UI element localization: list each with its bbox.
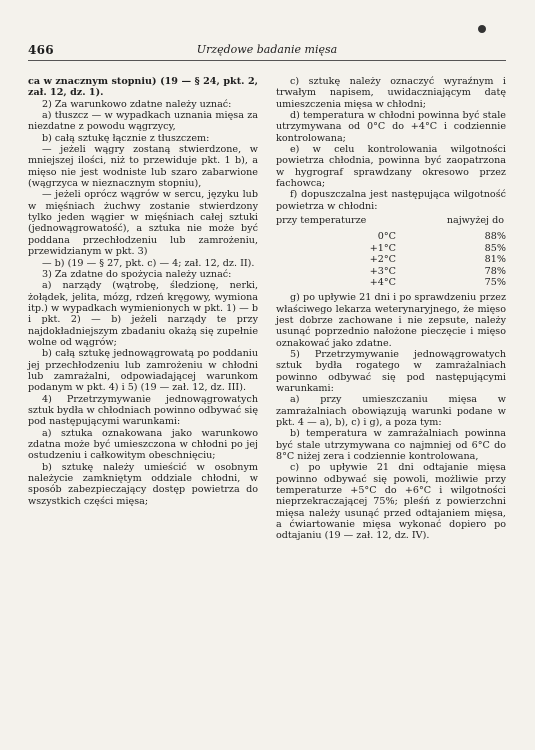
paragraph: — jeżeli wągry zostaną stwierdzone, w mniejszej ilości, niż to przewiduje pkt. 1 b), a mięso nie jest wodniste lub szaro zabarwione (wągrzyca w nieznacznym stopniu),: [28, 144, 258, 190]
page-number: 466: [28, 43, 54, 57]
paragraph: c) sztukę należy oznaczyć wyraźnym i trwałym napisem, uwidaczniającym datę umieszczenia mięsa w chłodni;: [276, 76, 506, 110]
paragraph: f) dopuszczalna jest następująca wilgotność powietrza w chłodni:: [276, 189, 506, 212]
right-column-bottom: [276, 292, 506, 542]
col-max-header: najwyżej do: [446, 215, 504, 227]
paragraph: b) całą sztukę jednowągrowatą po poddaniu jej przechłodzeniu lub zamrożeniu w chłodni lub zamrażalni, odpowiadającej warunkom podanym w pkt. 4) i 5) (19 — zał. 12, dz. III).: [28, 348, 258, 394]
temperature-cell: +1°C: [369, 242, 396, 254]
paragraph: 4) Przetrzymywanie jednowągrowatych sztuk bydła w chłodniach powinno odbywać się pod następującymi warunkami:: [28, 393, 258, 428]
paragraph: c) po upływie 21 dni odtajanie mięsa powinno odbywać się powoli, możliwie przy temperaturze +5°C do +6°C i wilgotności nieprzekraczającej 75%; pleśń z powierzchni mięsa należy usunąć przed odtajaniem mięsa, a ćwiartowanie mięsa wykonać dopiero po odtajaniu (19 — zał. 12, dz. IV).: [276, 462, 506, 542]
max-humidity-cell: 75%: [484, 276, 506, 288]
temperature-cell: +4°C: [369, 276, 396, 288]
paragraph: e) w celu kontrolowania wilgotności powietrza chłodnia, powinna być zaopatrzona w hygrograf sprawdzany okresowo przez fachowca;: [276, 144, 506, 190]
paragraph: ca w znacznym stopniu) (19 — § 24, pkt. 2, zał. 12, dz. 1).: [28, 76, 258, 99]
humidity-table-rows: [276, 231, 506, 288]
col-temperature-header: przy temperaturze: [276, 215, 367, 227]
paragraph: — jeżeli oprócz wągrów w sercu, języku lub w mięśniach żuchwy zostanie stwierdzony tylko jeden wągier w mięśniach całej sztuki (jednowągrowatość), a sztuka nie może być poddana przechłodzeniu lub zamrożeniu, przewidzianym w pkt. 3): [28, 189, 258, 258]
temperature-cell: +2°C: [369, 254, 396, 266]
humidity-table-header: [276, 215, 506, 226]
max-humidity-cell: 88%: [484, 231, 506, 243]
paragraph: a) tłuszcz — w wypadkach uznania mięsa za niezdatne z powodu wągrzycy,: [28, 110, 258, 133]
humidity-row: [276, 277, 506, 288]
running-title: Urzędowe badanie mięsa: [196, 43, 338, 56]
right-column-top: [276, 76, 506, 212]
paragraph: b) sztukę należy umieścić w osobnym należycie zamkniętym oddziale chłodni, w sposób zabezpieczający dostęp powietrza do wszystkich części mięsa;: [28, 461, 258, 507]
paragraph: a) sztuka oznakowana jako warunkowo zdatna może być umieszczona w chłodni po jej ostudzeniu i całkowitym obeschnięciu;: [28, 427, 258, 462]
humidity-row: [276, 254, 506, 265]
temperature-cell: +3°C: [369, 265, 396, 277]
humidity-row: [276, 266, 506, 277]
temperature-cell: 0°C: [377, 231, 396, 243]
paragraph: b) całą sztukę łącznie z tłuszczem:: [42, 132, 210, 144]
paragraph: d) temperatura w chłodni powinna być stale utrzymywana od 0°C do +4°C i codziennie kontrolowana;: [276, 110, 506, 144]
paragraph: 5) Przetrzymywanie jednowągrowatych sztuk bydła rogatego w zamrażalniach powinno odbywać się pod następującymi warunkami:: [276, 348, 506, 394]
humidity-table: [276, 215, 506, 288]
paragraph: g) po upływie 21 dni i po sprawdzeniu przez właściwego lekarza weterynaryjnego, że mięso jest dobrze zachowane i nie zepsute, należy usunąć poprzednio nałożone pieczęcie i mięso oznakować jako zdatne.: [276, 292, 506, 349]
paragraph: — b) (19 — § 27, pkt. c) — 4; zał. 12, dz. II).: [42, 257, 255, 269]
max-humidity-cell: 85%: [484, 242, 506, 254]
paragraph: 2) Za warunkowo zdatne należy uznać:: [42, 98, 232, 110]
max-humidity-cell: 78%: [484, 265, 506, 277]
max-humidity-cell: 81%: [484, 254, 506, 266]
right-column: [276, 76, 506, 542]
paragraph: b) temperatura w zamrażalniach powinna być stale utrzymywana co najmniej od 6°C do 8°C niżej zera i codziennie kontrolowana,: [276, 428, 506, 462]
ink-dot: [478, 25, 486, 33]
paragraph: 3) Za zdatne do spożycia należy uznać:: [42, 268, 232, 280]
paragraph: a) narządy (wątrobę, śledzionę, nerki, żołądek, jelita, mózg, rdzeń kręgowy, wymiona itp.) w wypadkach wymienionych w pkt. 1) — b i pkt. 2) — b) jeżeli narządy te przy najdokładniejszym zbadaniu okażą się zupełnie wolne od wągrów;: [28, 280, 258, 348]
humidity-row: [276, 231, 506, 242]
left-column: [28, 76, 258, 507]
page-header: [28, 42, 506, 61]
humidity-row: [276, 243, 506, 254]
paragraph: a) przy umieszczaniu mięsa w zamrażalniach obowiązują warunki podane w pkt. 4 — a), b), c) i g), a poza tym:: [276, 394, 506, 428]
